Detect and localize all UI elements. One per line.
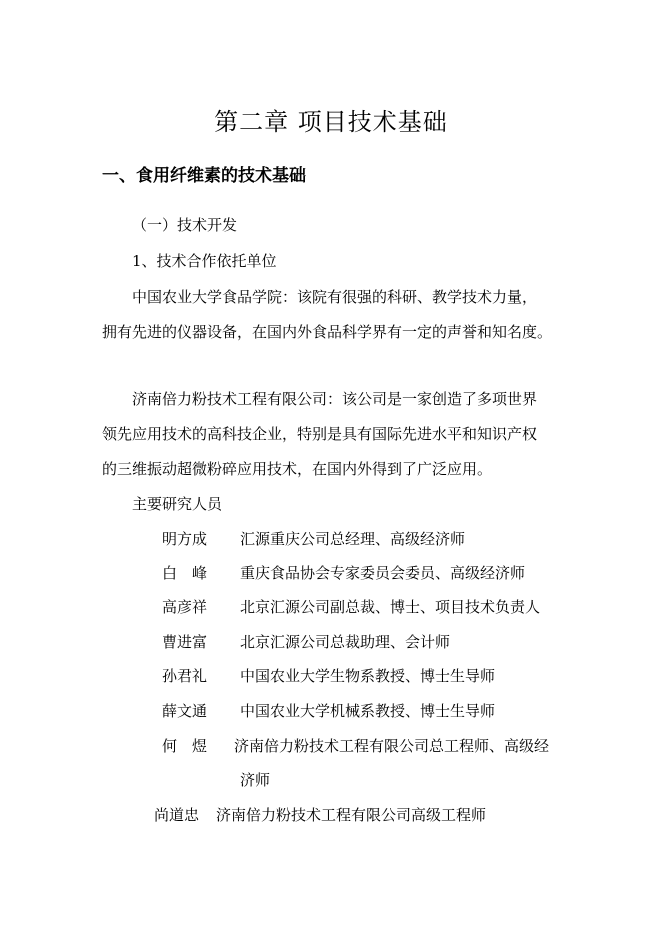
subsection-heading: （一）技术开发	[132, 216, 238, 234]
researcher-name: 薛文通	[162, 702, 208, 720]
researcher-title: 重庆食品协会专家委员会委员、高级经济师	[240, 564, 526, 582]
researcher-title: 北京汇源公司副总裁、博士、项目技术负责人	[240, 598, 541, 616]
researcher-name: 高彦祥	[162, 598, 208, 616]
paragraph-line: 济南倍力粉技术工程有限公司：该公司是一家创造了多项世界	[132, 390, 538, 408]
researcher-name: 白 峰	[162, 564, 208, 582]
chapter-title: 第二章 项目技术基础	[214, 108, 448, 136]
item-heading: 1、技术合作依托单位	[132, 252, 277, 270]
section-heading: 一、食用纤维素的技术基础	[102, 166, 306, 186]
researcher-title: 北京汇源公司总裁助理、会计师	[240, 633, 451, 651]
researcher-name: 尚道忠	[154, 806, 200, 824]
researcher-title: 汇源重庆公司总经理、高级经济师	[240, 530, 466, 548]
paragraph-line: 拥有先进的仪器设备，在国内外食品科学界有一定的声誉和知名度。	[102, 323, 553, 341]
researcher-name: 明方成	[162, 530, 208, 548]
paragraph-line: 领先应用技术的高科技企业，特别是具有国际先进水平和知识产权	[102, 425, 538, 443]
paragraph-line: 中国农业大学食品学院：该院有很强的科研、教学技术力量，	[132, 288, 538, 306]
researcher-title-continued: 济师	[240, 771, 271, 789]
researcher-name: 曹进富	[162, 633, 208, 651]
researcher-title: 中国农业大学机械系教授、博士生导师	[240, 702, 496, 720]
researcher-name: 何 煜	[162, 737, 208, 755]
researcher-title: 济南倍力粉技术工程有限公司高级工程师	[216, 806, 487, 824]
researcher-name: 孙君礼	[162, 667, 208, 685]
paragraph-line: 的三维振动超微粉碎应用技术，在国内外得到了广泛应用。	[102, 460, 493, 478]
researcher-title: 中国农业大学生物系教授、博士生导师	[240, 667, 496, 685]
researchers-heading: 主要研究人员	[132, 495, 223, 513]
researcher-title: 济南倍力粉技术工程有限公司总工程师、高级经	[234, 737, 550, 755]
